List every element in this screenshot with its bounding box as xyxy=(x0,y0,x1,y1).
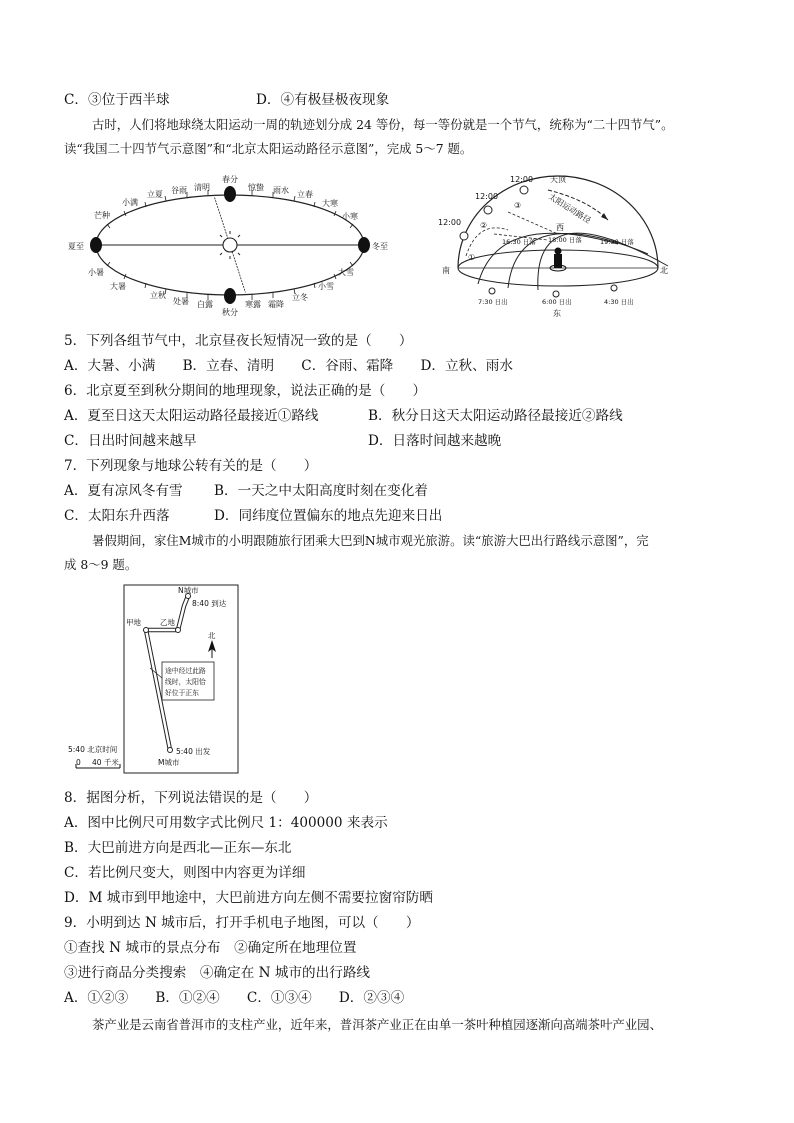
earth-spring-icon xyxy=(224,186,236,202)
term-label: 秋分 xyxy=(222,308,238,317)
fig3-note: 好位于正东 xyxy=(165,689,199,697)
q6-stem: 6．北京夏至到秋分期间的地理现象，说法正确的是（ ） xyxy=(64,383,427,399)
term-label: 大暑 xyxy=(110,282,126,291)
sun-path-diagram xyxy=(438,170,678,318)
term-label: 立夏 xyxy=(147,190,163,199)
sunrise-marker-icon xyxy=(611,285,617,291)
fig2-noon: 12:00 xyxy=(438,218,462,227)
q5-options: A．大暑、小满 B．立春、清明 C．谷雨、霜降 D．立秋、雨水 xyxy=(64,358,513,374)
q7-option-b: B．一天之中太阳高度时刻在变化着 xyxy=(214,483,428,499)
term-label: 小雪 xyxy=(318,282,334,291)
sun-icon xyxy=(223,238,237,252)
q6-option-d: D．日落时间越来越晚 xyxy=(368,433,502,449)
q8-option-c: C．若比例尺变大，则图中内容更为详细 xyxy=(64,865,306,881)
term-label: 雨水 xyxy=(273,186,289,195)
location-marker-icon xyxy=(168,748,173,753)
q6-option-b: B．秋分日这天太阳运动路径最接近②路线 xyxy=(368,408,623,424)
sun-icon xyxy=(520,186,528,194)
q8-option-b: B．大巴前进方向是西北—正东—东北 xyxy=(64,840,292,856)
fig3-north: 北 xyxy=(208,631,216,640)
fig2-sunrise: 6:00 日出 xyxy=(542,298,572,306)
term-label: 小满 xyxy=(122,198,138,207)
q9-options: A．①②③ B．①②④ C．①③④ D．②③④ xyxy=(64,990,405,1006)
fig3-n-city: N城市 xyxy=(178,586,199,595)
fig3-scale-40: 40 千米 xyxy=(92,758,119,767)
intro-paragraph-2: 暑假期间，家住M城市的小明跟随旅行团乘大巴到N城市观光旅游。读“旅游大巴出行路线示意图”，完 xyxy=(92,533,649,548)
sun-icon xyxy=(460,232,468,240)
location-marker-icon xyxy=(176,628,181,633)
term-label: 芒种 xyxy=(94,211,110,220)
term-label: 立冬 xyxy=(292,293,308,302)
sun-icon xyxy=(484,206,492,214)
q8-option-d: D．M 城市到甲地途中，大巴前进方向左侧不需要拉窗帘防晒 xyxy=(64,890,433,906)
option-c: C．③位于西半球 xyxy=(64,92,170,108)
option-d: D．④有极昼极夜现象 xyxy=(256,92,390,108)
earth-autumn-icon xyxy=(224,288,236,304)
fig2-sunrise: 7:30 日出 xyxy=(478,298,508,306)
term-label: 立春 xyxy=(297,190,313,199)
fig3-yi: 乙地 xyxy=(160,618,175,627)
q5-stem: 5．下列各组节气中，北京昼夜长短情况一致的是（ ） xyxy=(64,333,413,349)
q8-option-a: A．图中比例尺可用数字式比例尺 1：400000 来表示 xyxy=(64,815,388,831)
q9-line-1: ①查找 N 城市的景点分布 ②确定所在地理位置 xyxy=(64,940,357,956)
fig2-north: 北 xyxy=(660,266,668,275)
fig2-marker: ③ xyxy=(514,201,522,210)
fig3-arrive-time: 8:40 到达 xyxy=(192,599,227,608)
term-label: 惊蛰 xyxy=(248,183,264,192)
earth-summer-icon xyxy=(90,237,102,253)
term-label: 白露 xyxy=(197,300,213,309)
fig3-m-city: M城市 xyxy=(158,758,180,767)
fig3-legend-time: 5:40 北京时间 xyxy=(68,745,118,754)
term-label: 小寒 xyxy=(342,212,358,221)
term-label: 立秋 xyxy=(150,291,166,300)
fig2-east: 东 xyxy=(553,309,561,318)
term-label: 霜降 xyxy=(268,300,284,309)
fig2-sunset: 18:00 日落 xyxy=(548,236,582,244)
bus-route-map xyxy=(66,582,242,778)
q7-option-c: C．太阳东升西落 xyxy=(64,508,170,524)
fig2-noon: 12:00 xyxy=(475,192,499,201)
fig2-noon: 12:00 xyxy=(510,175,534,184)
term-label: 春分 xyxy=(222,175,238,184)
fig3-note: 线时，太阳恰 xyxy=(165,678,206,686)
observer-icon xyxy=(554,254,562,268)
intro-paragraph-1: 古时，人们将地球绕太阳运动一周的轨迹划分成 24 等份，每一等份就是一个节气，统称为“二十四节气”。 xyxy=(92,117,674,132)
term-label: 处暑 xyxy=(173,297,189,306)
term-label: 大寒 xyxy=(322,199,338,208)
term-label: 大雪 xyxy=(338,268,354,277)
q7-option-d: D．同纬度位置偏东的地点先迎来日出 xyxy=(214,508,443,524)
fig2-marker: ① xyxy=(468,253,476,262)
term-label: 夏至 xyxy=(68,242,84,251)
fig2-sunset: 19:30 日落 xyxy=(600,238,634,246)
fig2-sunrise: 4:30 日出 xyxy=(604,298,634,306)
q6-option-a: A．夏至日这天太阳运动路径最接近①路线 xyxy=(64,408,319,424)
fig3-jia: 甲地 xyxy=(126,618,141,627)
fig2-south: 南 xyxy=(442,266,450,275)
term-label: 谷雨 xyxy=(171,186,187,195)
term-label: 寒露 xyxy=(245,300,261,309)
solar-terms-diagram xyxy=(66,176,386,316)
q9-line-2: ③进行商品分类搜索 ④确定在 N 城市的出行路线 xyxy=(64,965,371,981)
fig3-note: 途中经过此路 xyxy=(165,667,206,675)
fig2-west: 西 xyxy=(556,223,564,232)
fig3-scale-0: 0 xyxy=(76,758,81,767)
fig2-path-label: 太阳运动路径 xyxy=(546,192,593,226)
sunrise-marker-icon xyxy=(553,291,559,297)
q7-stem: 7．下列现象与地球公转有关的是（ ） xyxy=(64,458,318,474)
q7-option-a: A．夏有凉风冬有雪 xyxy=(64,483,183,499)
term-label: 冬至 xyxy=(372,242,388,251)
q9-stem: 9．小明到达 N 城市后，打开手机电子地图，可以（ ） xyxy=(64,915,420,931)
sunrise-marker-icon xyxy=(489,288,495,294)
term-label: 清明 xyxy=(194,183,210,192)
fig2-marker: ② xyxy=(480,221,488,230)
fig2-sunset: 16:30 日落 xyxy=(502,238,536,246)
q6-option-c: C．日出时间越来越早 xyxy=(64,433,197,449)
intro-paragraph-3: 茶产业是云南省普洱市的支柱产业，近年来，普洱茶产业正在由单一茶叶种植园逐渐向高端茶叶产业园、 xyxy=(92,1017,662,1032)
fig2-zenith: 天顶 xyxy=(550,175,566,184)
location-marker-icon xyxy=(144,628,149,633)
term-label: 小暑 xyxy=(88,268,104,277)
intro-paragraph-2-cont: 成 8～9 题。 xyxy=(64,557,138,572)
earth-winter-icon xyxy=(358,237,370,253)
q8-stem: 8．据图分析，下列说法错误的是（ ） xyxy=(64,790,318,806)
fig3-depart-time: 5:40 出发 xyxy=(176,747,211,756)
intro-paragraph-1-cont: 读“我国二十四节气示意图”和“北京太阳运动路径示意图”，完成 5～7 题。 xyxy=(64,141,473,156)
